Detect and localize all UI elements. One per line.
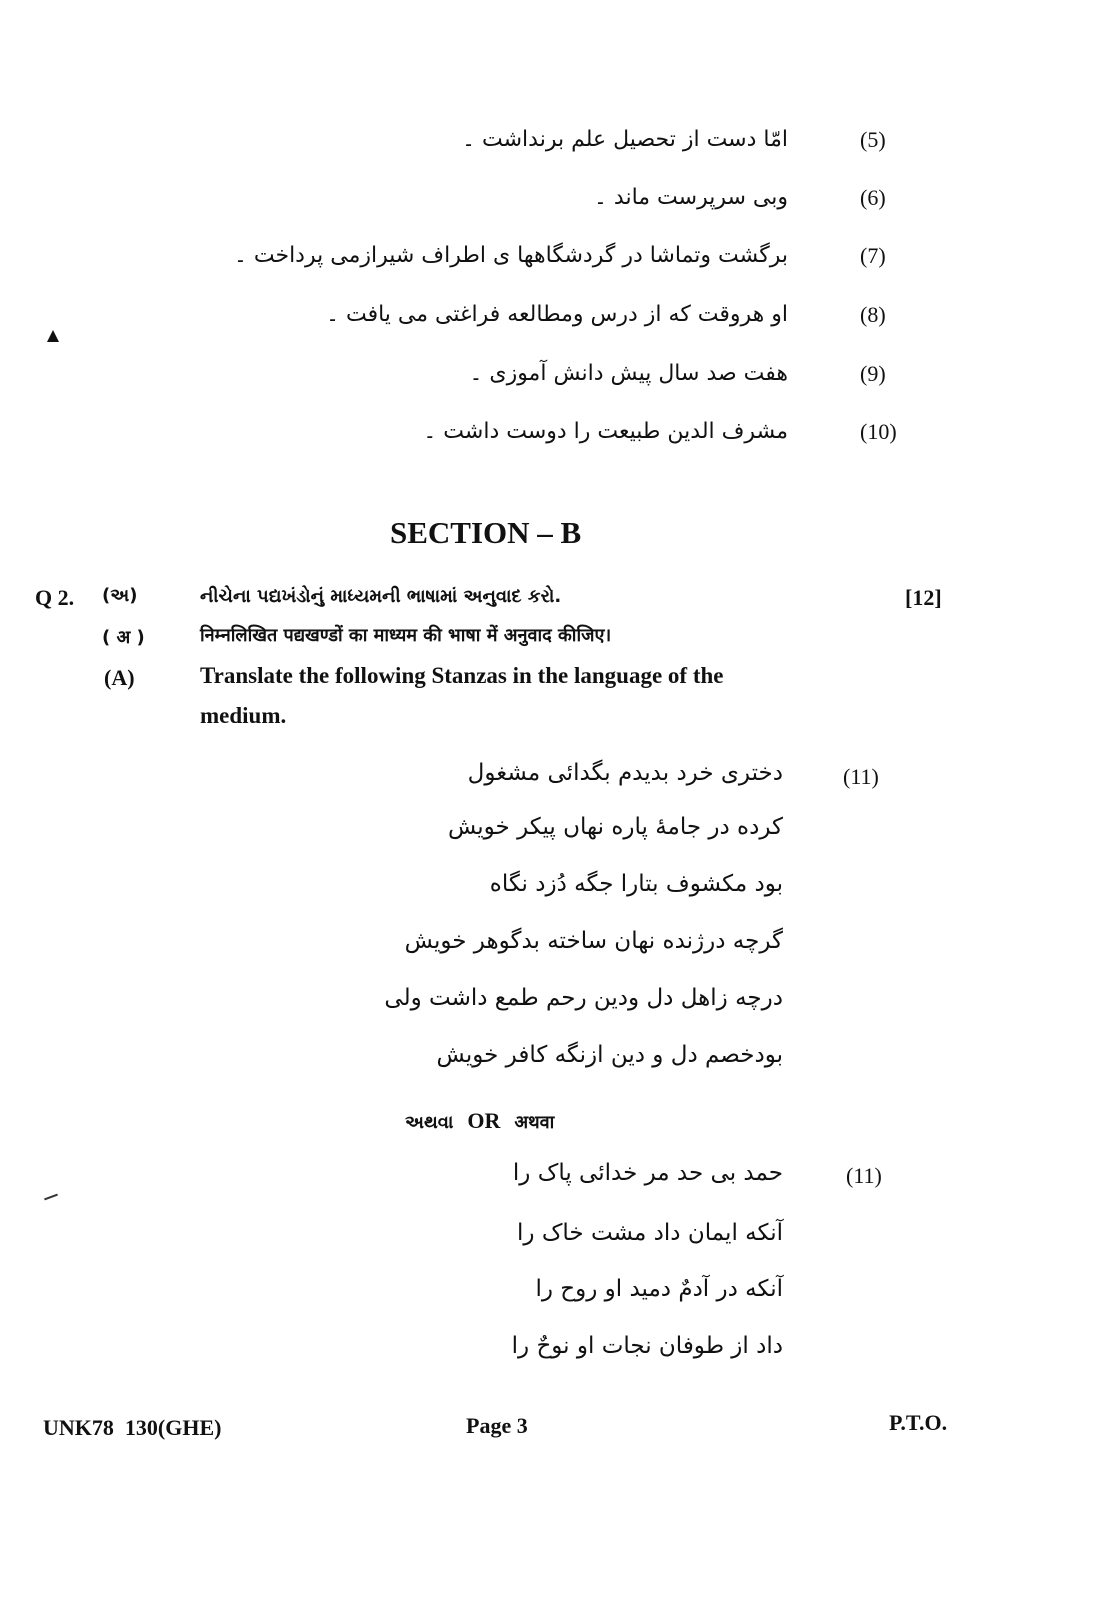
list-item-text: هفت صد سال پیش دانش آموزی ۔ <box>469 361 788 386</box>
list-item-text: وبی سرپرست ماند ۔ <box>594 185 788 210</box>
question-text-gu: નીચેના પદ્યખંડોનું માધ્યમની ભાષામાં અનુવાદ કરો. <box>200 586 562 607</box>
question-sub-label-en: (A) <box>104 665 135 690</box>
poem-line: گرچه درژنده نهان ساخته بدگوهر خویش <box>404 928 783 954</box>
question-sub-label-hi: ( अ ) <box>102 627 145 648</box>
list-item <box>0 243 1118 273</box>
section-title: SECTION – B <box>390 515 582 550</box>
or-en: OR <box>467 1108 501 1133</box>
or-hi: अथवा <box>514 1112 555 1133</box>
poem-line: بود مکشوف بتارا جگه دُزد نگاه <box>489 871 783 897</box>
poem-line: داد از طوفان نجات او نوحٌ را <box>511 1333 783 1359</box>
list-item-text: امّا دست از تحصیل علم برنداشت ۔ <box>462 127 788 152</box>
stanza-number: (11) <box>843 764 879 789</box>
paper-code: UNK78 130(GHE) <box>43 1415 222 1440</box>
poem-line: کرده در جامهٔ پاره نهاں پیکر خویش <box>447 814 783 840</box>
poem-line: آنکه ایمان داد مشت خاک را <box>517 1220 783 1246</box>
question-text-hi: निम्नलिखित पद्यखण्डों का माध्यम की भाषा में अनुवाद कीजिए। <box>200 625 612 646</box>
question-sub-label-gu: (અ) <box>102 585 138 606</box>
or-separator <box>405 1108 554 1134</box>
list-item-text: مشرف الدین طبیعت را دوست داشت ۔ <box>423 419 788 444</box>
list-item-number: (9) <box>860 361 886 386</box>
stanza-number: (11) <box>846 1163 882 1188</box>
scan-mark <box>47 330 59 342</box>
question-number: Q 2. <box>35 585 75 610</box>
list-item <box>0 419 1118 449</box>
list-item <box>0 127 1118 157</box>
scan-mark <box>44 1194 58 1201</box>
list-item-number: (8) <box>860 302 886 327</box>
list-item <box>0 185 1118 215</box>
poem-line: بودخصم دل و دین ازنگه کافر خویش <box>436 1042 783 1068</box>
poem-line: حمد بی حد مر خدائی پاک را <box>512 1160 783 1186</box>
list-item-number: (5) <box>860 127 886 152</box>
question-text-en <box>200 656 723 736</box>
poem-line: دختری خرد بدیدم بگدائی مشغول <box>467 760 783 786</box>
poem-line: آنکه در آدمٌ دمید او روح را <box>535 1276 783 1302</box>
list-item-number: (10) <box>860 419 897 444</box>
list-item-text: او هروقت که از درس ومطالعه فراغتی می یافت ۔ <box>326 302 788 327</box>
page-number: Page 3 <box>466 1413 528 1438</box>
list-item-number: (6) <box>860 185 886 210</box>
question-text-en-line: medium. <box>200 703 287 728</box>
pto-label: P.T.O. <box>889 1410 948 1435</box>
or-gu: અથવા <box>405 1112 454 1133</box>
list-item <box>0 361 1118 391</box>
question-marks: [12] <box>905 585 942 610</box>
list-item <box>0 302 1118 332</box>
list-item-text: برگشت وتماشا در گردشگاهها ی اطراف شیرازمی پرداخت ۔ <box>233 243 788 268</box>
poem-line: درچه زاهل دل ودین رحم طمع داشت ولی <box>384 985 783 1011</box>
question-text-en-line: Translate the following Stanzas in the language of the <box>200 663 724 688</box>
list-item-number: (7) <box>860 243 886 268</box>
